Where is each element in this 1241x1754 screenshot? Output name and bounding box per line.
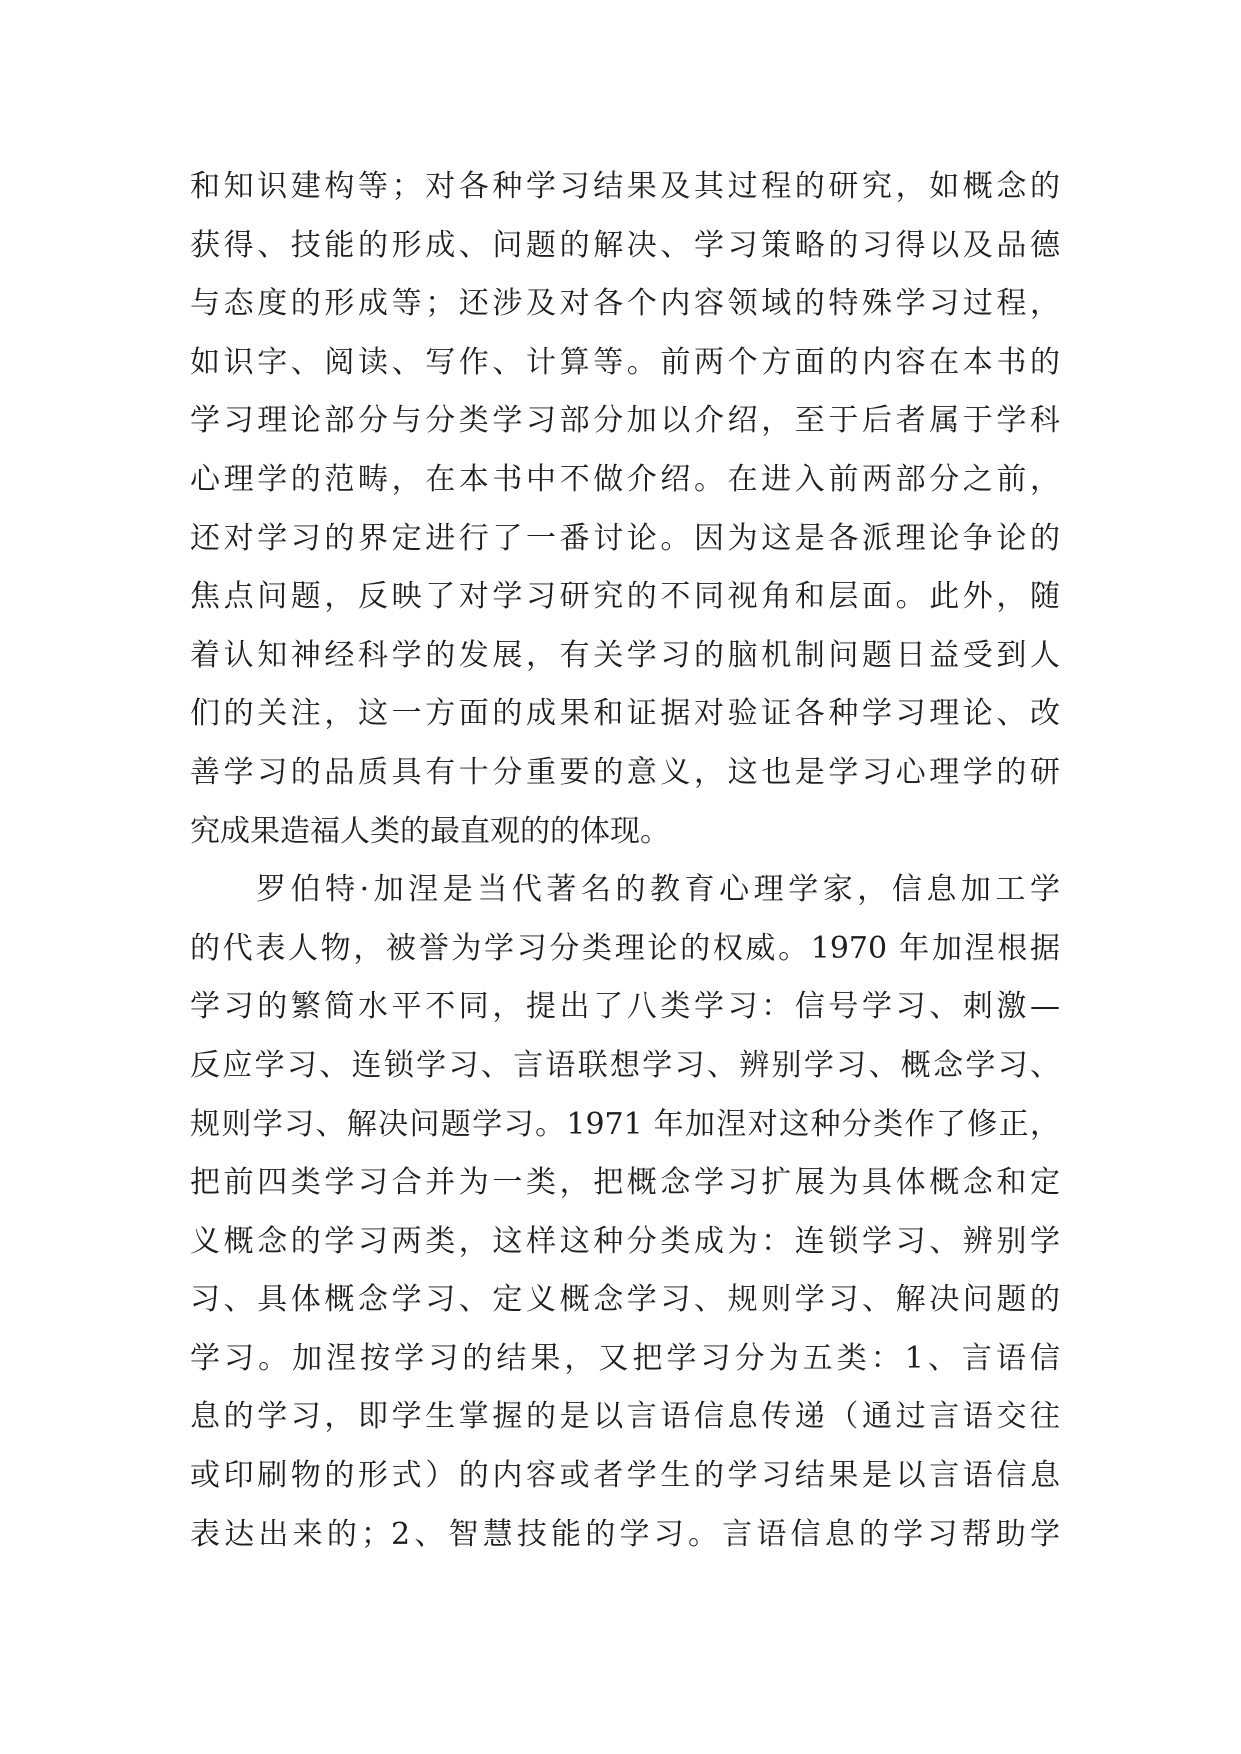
text-line: 义概念的学习两类，这样这种分类成为：连锁学习、辨别学: [190, 1223, 1060, 1259]
text-line: 获得、技能的形成、问题的解决、学习策略的习得以及品德: [190, 227, 1060, 263]
text-line: 的代表人物，被誉为学习分类理论的权威。1970 年加涅根据: [190, 930, 1060, 966]
text-line: 学习。加涅按学习的结果，又把学习分为五类：1、言语信: [190, 1340, 1060, 1376]
text-line: 善学习的品质具有十分重要的意义，这也是学习心理学的研: [190, 754, 1060, 790]
text-line: 规则学习、解决问题学习。1971 年加涅对这种分类作了修正，: [190, 1106, 1060, 1142]
text-line: 反应学习、连锁学习、言语联想学习、辨别学习、概念学习、: [190, 1047, 1060, 1083]
text-line: 心理学的范畴，在本书中不做介绍。在进入前两部分之前，: [190, 461, 1060, 497]
text-line: 焦点问题，反映了对学习研究的不同视角和层面。此外，随: [190, 579, 1060, 615]
text-line: 如识字、阅读、写作、计算等。前两个方面的内容在本书的: [190, 344, 1060, 380]
text-line: 与态度的形成等；还涉及对各个内容领域的特殊学习过程，: [190, 286, 1060, 322]
text-line: 息的学习，即学生掌握的是以言语信息传递（通过言语交往: [190, 1399, 1060, 1435]
body-text: [190, 158, 1060, 1564]
text-line: 着认知神经科学的发展，有关学习的脑机制问题日益受到人: [190, 637, 1060, 673]
text-line: 习、具体概念学习、定义概念学习、规则学习、解决问题的: [190, 1282, 1060, 1318]
paragraph-first-line: 罗伯特·加涅是当代著名的教育心理学家，信息加工学: [256, 872, 1060, 908]
text-line: 学习理论部分与分类学习部分加以介绍，至于后者属于学科: [190, 403, 1060, 439]
text-line: 和知识建构等；对各种学习结果及其过程的研究，如概念的: [190, 169, 1060, 204]
text-line: 把前四类学习合并为一类，把概念学习扩展为具体概念和定: [190, 1165, 1060, 1201]
text-line: 表达出来的；2、智慧技能的学习。言语信息的学习帮助学: [190, 1516, 1060, 1552]
text-line: 们的关注，这一方面的成果和证据对验证各种学习理论、改: [190, 696, 1060, 732]
text-line: 究成果造福人类的最直观的的体现。: [190, 813, 670, 849]
text-line: 还对学习的界定进行了一番讨论。因为这是各派理论争论的: [190, 520, 1060, 556]
text-line: 学习的繁简水平不同，提出了八类学习：信号学习、刺激—: [190, 989, 1060, 1025]
text-line: 或印刷物的形式）的内容或者学生的学习结果是以言语信息: [190, 1458, 1060, 1494]
